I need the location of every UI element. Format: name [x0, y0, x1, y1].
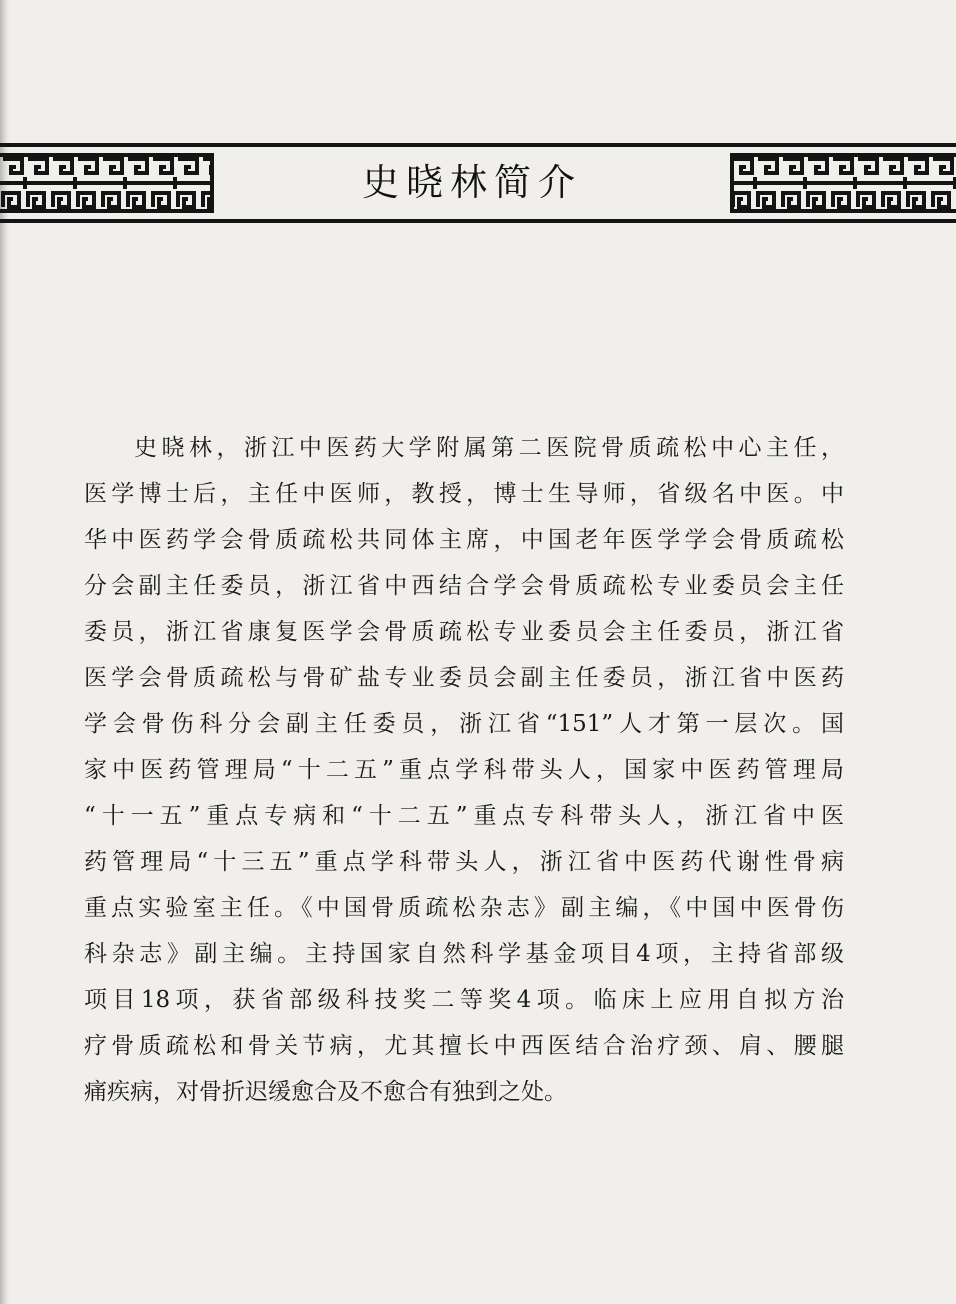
- title-banner: [0, 143, 956, 223]
- fret-border-icon: [0, 153, 214, 213]
- fret-border-icon: [730, 153, 956, 213]
- page-title: 史晓林简介: [362, 161, 582, 204]
- biography-line: “十一五”重点专病和“十二五”重点专科带头人，浙江省中医: [84, 803, 844, 829]
- biography-line: 疗骨质疏松和骨关节病，尤其擅长中西医结合治疗颈、肩、腰腿: [84, 1033, 844, 1059]
- biography-line: 分会副主任委员，浙江省中西结合学会骨质疏松专业委员会主任: [84, 573, 844, 599]
- biography-line: 医学会骨质疏松与骨矿盐专业委员会副主任委员，浙江省中医药: [84, 665, 844, 691]
- biography-line: 科杂志》副主编。主持国家自然科学基金项目4项，主持省部级: [84, 941, 844, 967]
- biography-line: 学会骨伤科分会副主任委员，浙江省“151”人才第一层次。国: [84, 711, 844, 737]
- biography-line: 药管理局“十三五”重点学科带头人，浙江省中医药代谢性骨病: [84, 849, 844, 875]
- biography-paragraph: [84, 425, 844, 1115]
- biography-line: 家中医药管理局“十二五”重点学科带头人，国家中医药管理局: [84, 757, 844, 783]
- biography-line: 医学博士后，主任中医师，教授，博士生导师，省级名中医。中: [84, 481, 844, 507]
- biography-line: 华中医药学会骨质疏松共同体主席，中国老年医学学会骨质疏松: [84, 527, 844, 553]
- biography-line: 重点实验室主任。《中国骨质疏松杂志》副主编，《中国中医骨伤: [84, 895, 844, 921]
- banner-bottom-rule: [0, 219, 956, 223]
- biography-line: 史晓林，浙江中医药大学附属第二医院骨质疏松中心主任，: [134, 435, 844, 461]
- banner-top-rule: [0, 143, 956, 147]
- biography-line: 痛疾病，对骨折迟缓愈合及不愈合有独到之处。: [84, 1079, 567, 1105]
- biography-line: 项目18项，获省部级科技奖二等奖4项。临床上应用自拟方治: [84, 987, 844, 1013]
- biography-line: 委员，浙江省康复医学会骨质疏松专业委员会主任委员，浙江省: [84, 619, 844, 645]
